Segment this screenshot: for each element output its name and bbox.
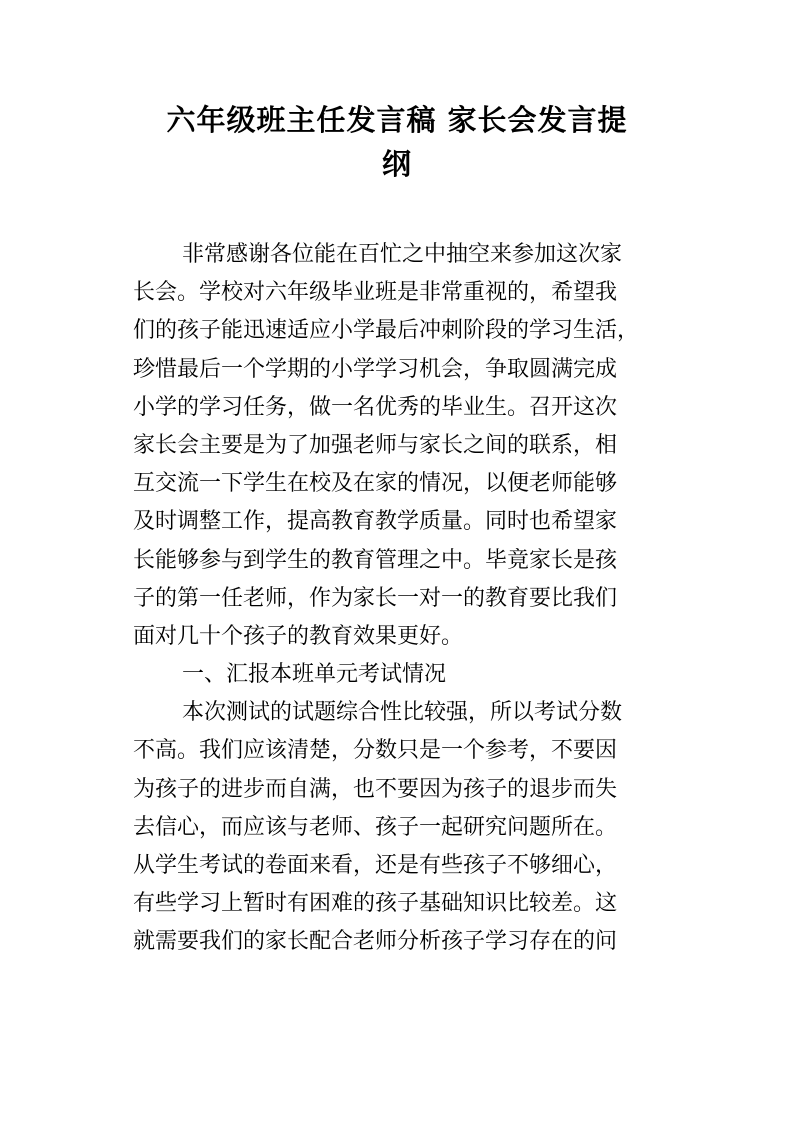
text-line: 们的孩子能迅速适应小学最后冲刺阶段的学习生活，: [133, 318, 640, 344]
text-line: 从学生考试的卷面来看，还是有些孩子不够细心，: [133, 853, 618, 878]
text-line: 本次测试的试题综合性比较强，所以考试分数: [182, 700, 623, 726]
text-line: 及时调整工作，提高教育教学质量。同时也希望家: [133, 509, 618, 535]
section-heading: 一、汇报本班单元考试情况: [182, 662, 447, 688]
text-line: 珍惜最后一个学期的小学学习机会，争取圆满完成: [133, 356, 618, 382]
text-line: 为孩子的进步而自满，也不要因为孩子的退步而失: [133, 776, 618, 802]
text-line: 小学的学习任务，做一名优秀的毕业生。召开这次: [133, 394, 618, 420]
text-line: 子的第一任老师，作为家长一对一的教育要比我们: [133, 585, 618, 611]
text-line: 家长会主要是为了加强老师与家长之间的联系，相: [133, 432, 618, 458]
title-line-2: 纲: [381, 147, 412, 181]
text-line: 长能够参与到学生的教育管理之中。毕竟家长是孩: [133, 547, 618, 573]
text-line: 非常感谢各位能在百忙之中抽空来参加这次家: [182, 242, 623, 267]
text-line: 就需要我们的家长配合老师分析孩子学习存在的问: [133, 929, 618, 955]
document-title: [110, 98, 684, 186]
title-line-1: 六年级班主任发言稿 家长会发言提: [166, 103, 628, 137]
text-line: 去信心，而应该与老师、孩子一起研究问题所在。: [133, 814, 618, 840]
text-line: 长会。学校对六年级毕业班是非常重视的，希望我: [133, 280, 618, 306]
text-line: 有些学习上暂时有困难的孩子基础知识比较差。这: [133, 891, 618, 917]
text-line: 面对几十个孩子的教育效果更好。: [133, 623, 464, 649]
text-line: 不高。我们应该清楚，分数只是一个参考，不要因: [133, 738, 618, 764]
text-line: 互交流一下学生在校及在家的情况，以便老师能够: [133, 471, 618, 497]
document-body: [133, 236, 663, 962]
